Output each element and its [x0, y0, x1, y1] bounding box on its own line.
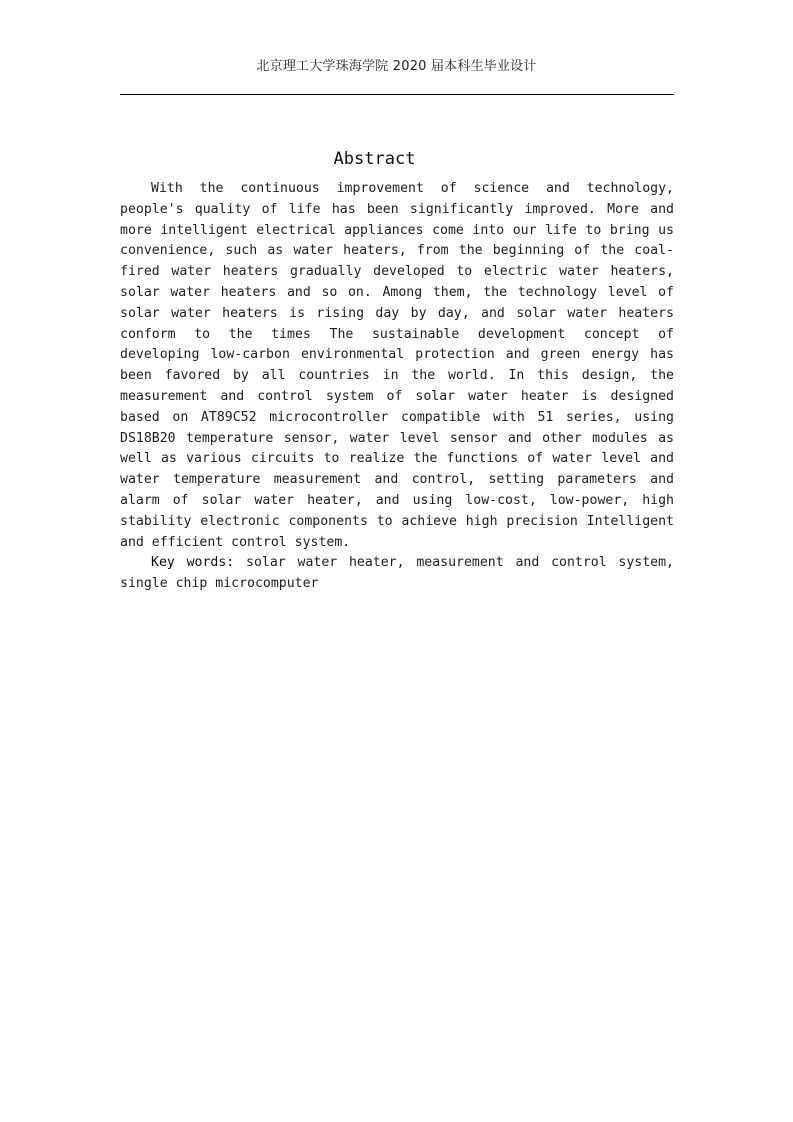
abstract-body: With the continuous improvement of science and technology, people's quality of life has been significantly improved. More and more intelligent electrical appliances come into our life to bring us convenience, such as water heaters, from the beginning of the coal-fired water heaters gradually developed to electric water heaters, solar water heaters and so on. Among them, the technology level of solar water heaters is rising day by day, and solar water heaters conform to the times The sustainable development concept of developing low-carbon environmental protection and green energy has been favored by all countries in the world. In this design, the measurement and control system of solar water heater is designed based on AT89C52 microcontroller compatible with 51 series, using DS18B20 temperature sensor, water level sensor and other modules as well as various circuits to realize the functions of water level and water temperature measurement and control, setting parameters and alarm of solar water heater, and using low-cost, low-power, high stability electronic components to achieve high precision Intelligent and efficient control system. [120, 181, 674, 550]
abstract-content [120, 179, 674, 595]
abstract-title: Abstract [333, 149, 416, 169]
keywords-label: Key words: [151, 555, 235, 571]
keywords-text: solar water heater, measurement and control system, single chip microcomputer [120, 555, 674, 592]
keywords-paragraph [120, 553, 674, 595]
header-divider [120, 94, 674, 95]
page-header: 北京理工大学珠海学院 2020 届本科生毕业设计 [256, 59, 537, 74]
